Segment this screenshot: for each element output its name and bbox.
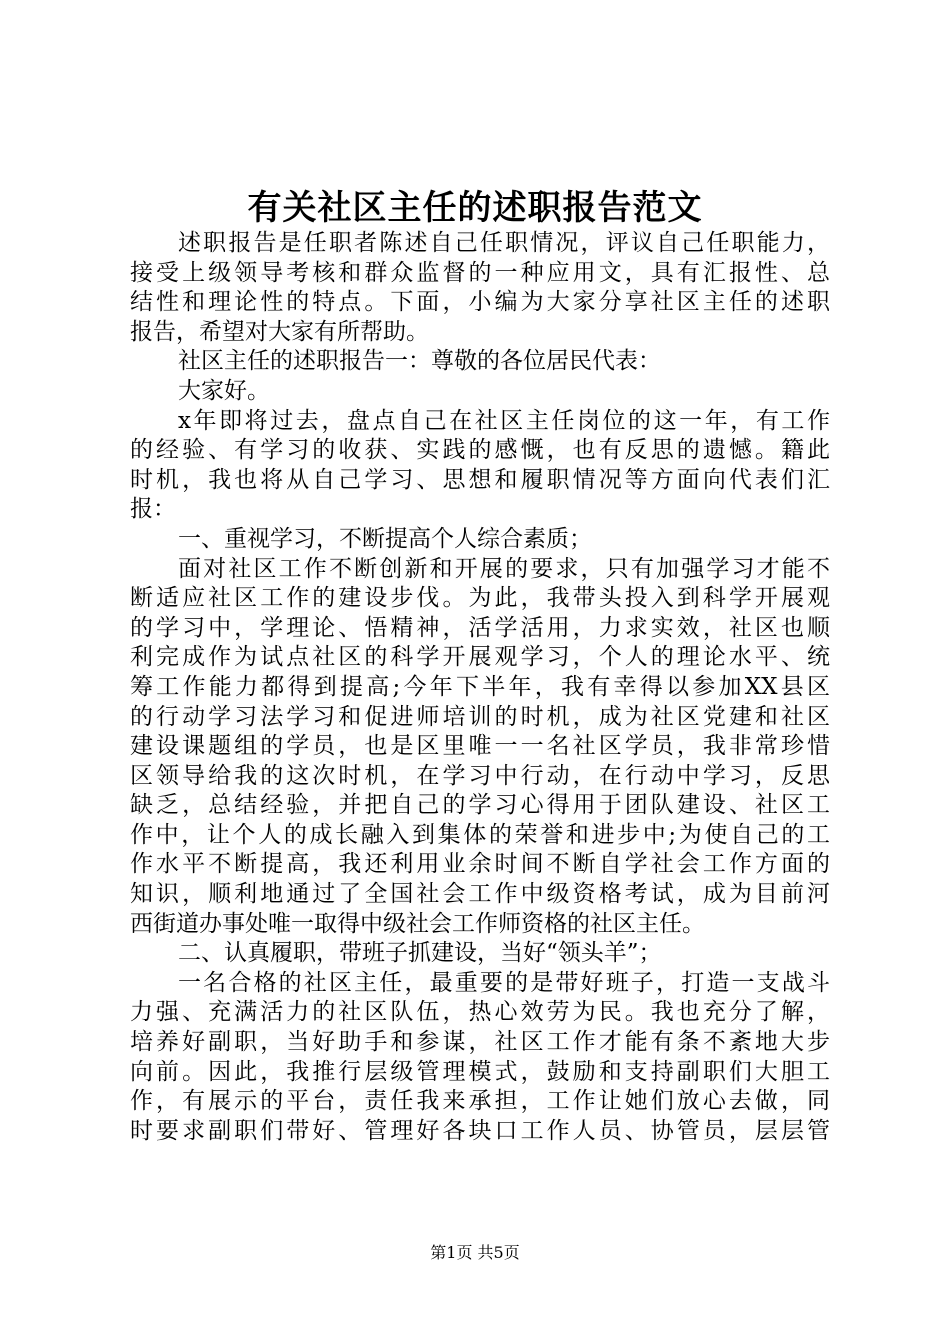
document-title: 有关社区主任的述职报告范文	[247, 188, 703, 228]
paragraph-line: 利完成作为试点社区的科学开展观学习，个人的理论水平、统	[130, 644, 830, 671]
section-heading: 二、认真履职，带班子抓建设，当好“领头羊”；	[178, 940, 662, 967]
paragraph-line: 的行动学习法学习和促进师培训的时机，成为社区党建和社区	[130, 703, 830, 730]
paragraph-line: 缺乏，总结经验，并把自己的学习心得用于团队建设、社区工	[130, 792, 830, 819]
paragraph-line: 报告，希望对大家有所帮助。	[130, 318, 429, 345]
paragraph-line: 作，有展示的平台，责任我来承担，工作让她们放心去做，同	[130, 1088, 830, 1115]
paragraph-line: 社区主任的述职报告一：尊敬的各位居民代表：	[178, 348, 661, 375]
paragraph-line: 接受上级领导考核和群众监督的一种应用文，具有汇报性、总	[130, 259, 830, 286]
paragraph-line: 的经验、有学习的收获、实践的感慨，也有反思的遗憾。籍此	[130, 437, 830, 464]
paragraph-line: 力强、充满活力的社区队伍，热心效劳为民。我也充分了解，	[130, 999, 830, 1026]
paragraph-line: 向前。因此，我推行层级管理模式，鼓励和支持副职们大胆工	[130, 1058, 830, 1085]
section-heading: 一、重视学习，不断提高个人综合素质；	[178, 525, 592, 552]
paragraph-line: 的学习中，学理论、悟精神，活学活用，力求实效，社区也顺	[130, 614, 830, 641]
paragraph-line: 建设课题组的学员，也是区里唯一一名社区学员，我非常珍惜	[130, 733, 830, 760]
paragraph-line: 培养好副职，当好助手和参谋，社区工作才能有条不紊地大步	[130, 1029, 830, 1056]
paragraph-line: 一名合格的社区主任，最重要的是带好班子，打造一支战斗	[178, 969, 830, 996]
document-body	[130, 229, 830, 1146]
paragraph-line: 区领导给我的这次时机，在学习中行动，在行动中学习，反思	[130, 762, 830, 789]
paragraph-line: 作水平不断提高，我还利用业余时间不断自学社会工作方面的	[130, 851, 830, 878]
page-number-footer: 第1页 共5页	[430, 1243, 520, 1262]
paragraph-line: 西街道办事处唯一取得中级社会工作师资格的社区主任。	[130, 910, 705, 937]
paragraph-line: 作中，让个人的成长融入到集体的荣誉和进步中;为使自己的工	[130, 821, 830, 848]
paragraph-line: 报：	[130, 496, 176, 523]
paragraph-line: 时机，我也将从自己学习、思想和履职情况等方面向代表们汇	[130, 466, 830, 493]
paragraph-line: 时要求副职们带好、管理好各块口工作人员、协管员，层层管	[130, 1117, 830, 1144]
paragraph-line: 断适应社区工作的建设步伐。为此，我带头投入到科学开展观	[130, 585, 830, 612]
paragraph-line: 大家好。	[178, 377, 270, 404]
paragraph-line: 面对社区工作不断创新和开展的要求，只有加强学习才能不	[178, 555, 830, 582]
paragraph-line: 筹工作能力都得到提高;今年下半年，我有幸得以参加XX县区	[130, 673, 830, 700]
paragraph-line: x年即将过去，盘点自己在社区主任岗位的这一年，有工作	[178, 407, 830, 434]
paragraph-line: 结性和理论性的特点。下面，小编为大家分享社区主任的述职	[130, 289, 830, 316]
paragraph-line: 知识，顺利地通过了全国社会工作中级资格考试，成为目前河	[130, 881, 830, 908]
paragraph-line: 述职报告是任职者陈述自己任职情况，评议自己任职能力，	[178, 230, 830, 256]
